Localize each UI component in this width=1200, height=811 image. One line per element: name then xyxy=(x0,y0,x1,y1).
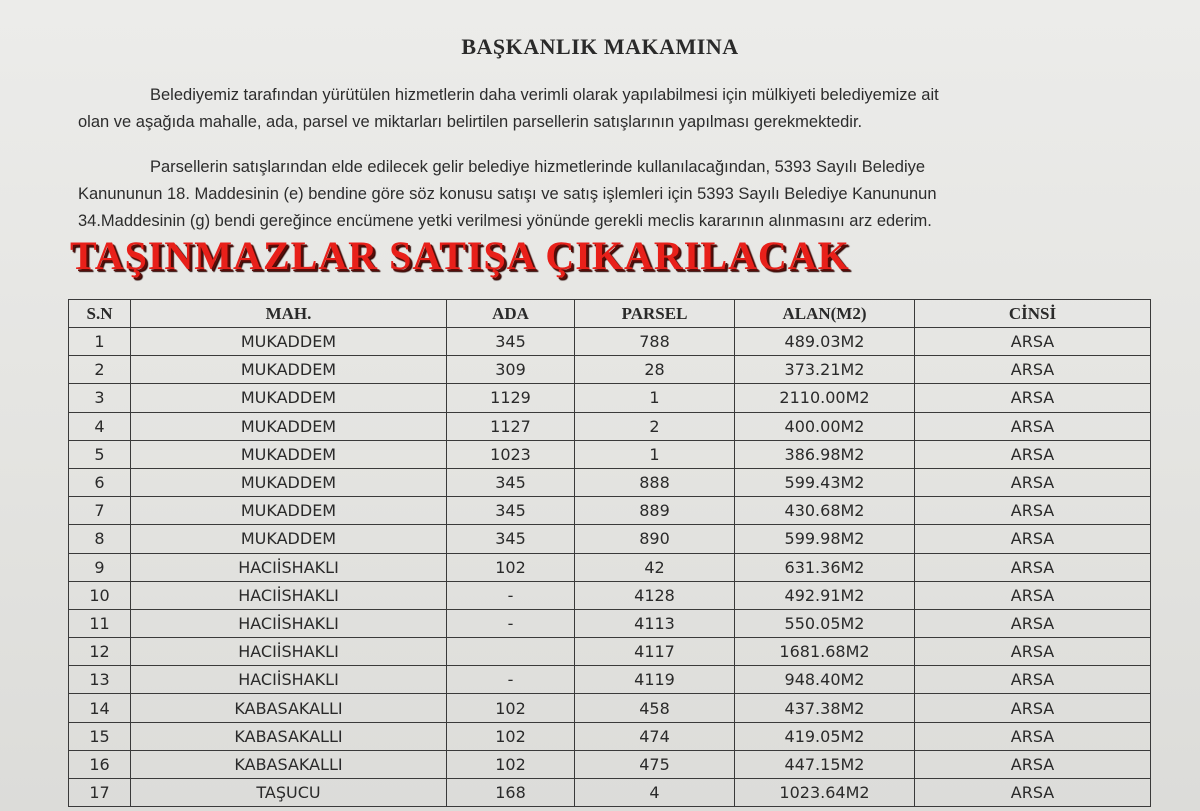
paragraph-sale-requirement xyxy=(78,82,1188,136)
cell-ada: 345 xyxy=(447,525,575,553)
cell-sn: 7 xyxy=(69,497,131,525)
cell-ada: 102 xyxy=(447,553,575,581)
cell-parsel: 2 xyxy=(575,412,735,440)
paragraph-line: Parsellerin satışlarından elde edilecek gelir belediye hizmetlerinde kullanılacağından, 5393 Sayılı Belediye xyxy=(150,158,926,176)
cell-ada: - xyxy=(447,609,575,637)
cell-alan: 489.03M2 xyxy=(735,328,915,356)
header-sn: S.N xyxy=(69,300,131,328)
cell-alan: 437.38M2 xyxy=(735,694,915,722)
cell-alan: 599.98M2 xyxy=(735,525,915,553)
cell-mahalle: MUKADDEM xyxy=(131,384,447,412)
cell-parsel: 4119 xyxy=(575,666,735,694)
cell-mahalle: HACIİSHAKLI xyxy=(131,553,447,581)
cell-cinsi: ARSA xyxy=(915,553,1151,581)
cell-mahalle: HACIİSHAKLI xyxy=(131,609,447,637)
cell-sn: 5 xyxy=(69,440,131,468)
cell-mahalle: KABASAKALLI xyxy=(131,722,447,750)
cell-ada: 309 xyxy=(447,356,575,384)
paragraph-line: olan ve aşağıda mahalle, ada, parsel ve miktarları belirtilen parsellerin satışlarının yapılması gerekmektedir. xyxy=(78,113,863,131)
cell-parsel: 4128 xyxy=(575,581,735,609)
cell-parsel: 1 xyxy=(575,384,735,412)
cell-mahalle: MUKADDEM xyxy=(131,525,447,553)
cell-cinsi: ARSA xyxy=(915,694,1151,722)
cell-sn: 1 xyxy=(69,328,131,356)
cell-parsel: 890 xyxy=(575,525,735,553)
cell-alan: 550.05M2 xyxy=(735,609,915,637)
table-row xyxy=(69,694,1151,722)
cell-alan: 1681.68M2 xyxy=(735,638,915,666)
cell-cinsi: ARSA xyxy=(915,384,1151,412)
cell-cinsi: ARSA xyxy=(915,440,1151,468)
cell-sn: 15 xyxy=(69,722,131,750)
cell-parsel: 28 xyxy=(575,356,735,384)
cell-cinsi: ARSA xyxy=(915,468,1151,496)
cell-alan: 492.91M2 xyxy=(735,581,915,609)
cell-cinsi: ARSA xyxy=(915,356,1151,384)
cell-cinsi: ARSA xyxy=(915,328,1151,356)
cell-ada: 102 xyxy=(447,722,575,750)
cell-mahalle: MUKADDEM xyxy=(131,356,447,384)
cell-ada: - xyxy=(447,666,575,694)
cell-mahalle: MUKADDEM xyxy=(131,412,447,440)
cell-alan: 400.00M2 xyxy=(735,412,915,440)
cell-alan: 631.36M2 xyxy=(735,553,915,581)
cell-ada: 1127 xyxy=(447,412,575,440)
cell-parsel: 889 xyxy=(575,497,735,525)
cell-ada: 345 xyxy=(447,497,575,525)
table-row xyxy=(69,328,1151,356)
cell-ada: 168 xyxy=(447,779,575,807)
table-row xyxy=(69,384,1151,412)
paragraph-line: Belediyemiz tarafından yürütülen hizmetlerin daha verimli olarak yapılabilmesi için mülkiyeti belediyemize ait xyxy=(150,86,939,104)
table-row xyxy=(69,779,1151,807)
cell-parsel: 458 xyxy=(575,694,735,722)
cell-ada: 102 xyxy=(447,750,575,778)
cell-sn: 8 xyxy=(69,525,131,553)
table-header-row xyxy=(69,300,1151,328)
cell-mahalle: TAŞUCU xyxy=(131,779,447,807)
table-row xyxy=(69,722,1151,750)
headline-overlay: TAŞINMAZLAR SATIŞA ÇIKARILACAK xyxy=(70,233,850,278)
document-title: BAŞKANLIK MAKAMINA xyxy=(461,34,739,59)
cell-mahalle: MUKADDEM xyxy=(131,497,447,525)
table-row xyxy=(69,666,1151,694)
cell-parsel: 4113 xyxy=(575,609,735,637)
table-row xyxy=(69,638,1151,666)
cell-ada: - xyxy=(447,581,575,609)
cell-cinsi: ARSA xyxy=(915,412,1151,440)
table-row xyxy=(69,609,1151,637)
cell-cinsi: ARSA xyxy=(915,525,1151,553)
cell-mahalle: MUKADDEM xyxy=(131,468,447,496)
cell-parsel: 4 xyxy=(575,779,735,807)
cell-alan: 373.21M2 xyxy=(735,356,915,384)
cell-sn: 6 xyxy=(69,468,131,496)
cell-sn: 4 xyxy=(69,412,131,440)
cell-alan: 599.43M2 xyxy=(735,468,915,496)
cell-parsel: 1 xyxy=(575,440,735,468)
header-mahalle: MAH. xyxy=(131,300,447,328)
cell-mahalle: HACIİSHAKLI xyxy=(131,666,447,694)
cell-ada: 1023 xyxy=(447,440,575,468)
paragraph-line: 34.Maddesinin (g) bendi gereğince encümene yetki verilmesi yönünde gerekli meclis kararının alınmasını arz ederim. xyxy=(78,212,932,230)
cell-cinsi: ARSA xyxy=(915,497,1151,525)
paragraph-line: Kanununun 18. Maddesinin (e) bendine göre söz konusu satışı ve satış işlemleri için 5393 Sayılı Belediye Kanununun xyxy=(78,185,937,203)
cell-alan: 1023.64M2 xyxy=(735,779,915,807)
cell-cinsi: ARSA xyxy=(915,722,1151,750)
table-body xyxy=(69,328,1151,807)
cell-alan: 419.05M2 xyxy=(735,722,915,750)
cell-ada: 102 xyxy=(447,694,575,722)
table-row xyxy=(69,412,1151,440)
cell-cinsi: ARSA xyxy=(915,581,1151,609)
cell-cinsi: ARSA xyxy=(915,666,1151,694)
table-row xyxy=(69,468,1151,496)
header-cinsi: CİNSİ xyxy=(915,300,1151,328)
table-row xyxy=(69,497,1151,525)
cell-mahalle: KABASAKALLI xyxy=(131,694,447,722)
table-row xyxy=(69,356,1151,384)
cell-mahalle: HACIİSHAKLI xyxy=(131,638,447,666)
cell-sn: 9 xyxy=(69,553,131,581)
cell-cinsi: ARSA xyxy=(915,638,1151,666)
header-alan: ALAN(M2) xyxy=(735,300,915,328)
cell-mahalle: MUKADDEM xyxy=(131,440,447,468)
cell-parsel: 788 xyxy=(575,328,735,356)
cell-alan: 430.68M2 xyxy=(735,497,915,525)
cell-parsel: 4117 xyxy=(575,638,735,666)
cell-sn: 2 xyxy=(69,356,131,384)
cell-cinsi: ARSA xyxy=(915,779,1151,807)
header-parsel: PARSEL xyxy=(575,300,735,328)
parcel-table xyxy=(68,299,1151,807)
table-row xyxy=(69,553,1151,581)
cell-sn: 3 xyxy=(69,384,131,412)
table-row xyxy=(69,440,1151,468)
table-row xyxy=(69,581,1151,609)
cell-ada: 1129 xyxy=(447,384,575,412)
paragraph-council-request xyxy=(78,154,1188,235)
cell-sn: 14 xyxy=(69,694,131,722)
table-row xyxy=(69,750,1151,778)
cell-sn: 11 xyxy=(69,609,131,637)
cell-cinsi: ARSA xyxy=(915,609,1151,637)
header-ada: ADA xyxy=(447,300,575,328)
cell-parsel: 888 xyxy=(575,468,735,496)
cell-sn: 10 xyxy=(69,581,131,609)
cell-parsel: 475 xyxy=(575,750,735,778)
cell-mahalle: HACIİSHAKLI xyxy=(131,581,447,609)
cell-alan: 948.40M2 xyxy=(735,666,915,694)
cell-sn: 13 xyxy=(69,666,131,694)
cell-parsel: 474 xyxy=(575,722,735,750)
cell-ada xyxy=(447,638,575,666)
cell-parsel: 42 xyxy=(575,553,735,581)
cell-alan: 2110.00M2 xyxy=(735,384,915,412)
cell-cinsi: ARSA xyxy=(915,750,1151,778)
cell-mahalle: MUKADDEM xyxy=(131,328,447,356)
cell-sn: 17 xyxy=(69,779,131,807)
cell-alan: 386.98M2 xyxy=(735,440,915,468)
table-row xyxy=(69,525,1151,553)
cell-ada: 345 xyxy=(447,328,575,356)
cell-alan: 447.15M2 xyxy=(735,750,915,778)
cell-mahalle: KABASAKALLI xyxy=(131,750,447,778)
cell-ada: 345 xyxy=(447,468,575,496)
cell-sn: 12 xyxy=(69,638,131,666)
cell-sn: 16 xyxy=(69,750,131,778)
